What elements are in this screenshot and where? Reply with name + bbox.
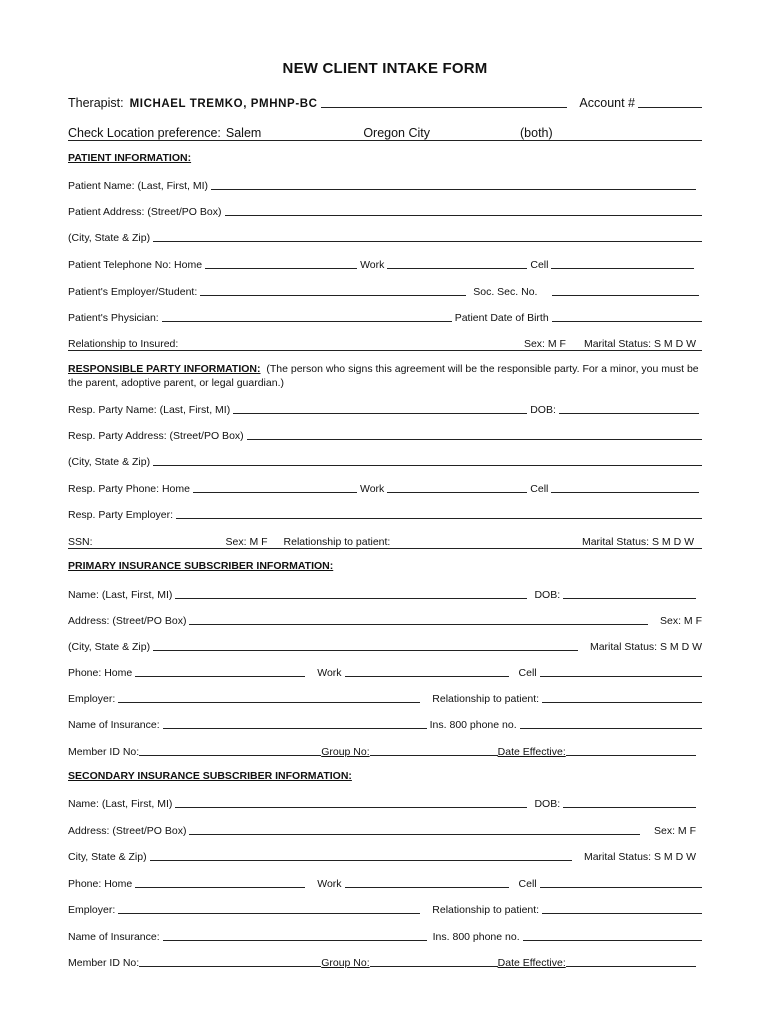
resp-phone-cell-field[interactable] <box>551 492 699 493</box>
secondary-address-field[interactable] <box>189 834 640 835</box>
secondary-ins-phone-field[interactable] <box>523 940 702 941</box>
patient-employer-field[interactable] <box>200 295 466 296</box>
patient-phone-home-field[interactable] <box>205 268 357 269</box>
resp-dob-label: DOB: <box>530 404 556 416</box>
primary-relationship-field[interactable] <box>542 702 702 703</box>
resp-marital-options[interactable]: Marital Status: S M D W <box>581 536 694 548</box>
patient-address-label: Patient Address: (Street/PO Box) <box>68 206 222 218</box>
resp-phone-work-label: Work <box>359 483 385 495</box>
patient-phone-work-field[interactable] <box>387 268 527 269</box>
location-option-salem[interactable]: Salem <box>225 126 262 140</box>
primary-city-row <box>68 639 702 653</box>
patient-address-field[interactable] <box>225 215 703 216</box>
primary-insurance-label: Name of Insurance: <box>68 719 160 731</box>
resp-name-label: Resp. Party Name: (Last, First, MI) <box>68 404 231 416</box>
primary-city-label: (City, State & Zip) <box>68 641 151 653</box>
primary-name-field[interactable] <box>175 598 527 599</box>
resp-phone-cell-label: Cell <box>530 483 549 495</box>
primary-phone-work-field[interactable] <box>345 676 509 677</box>
secondary-dob-label: DOB: <box>534 798 561 810</box>
primary-phone-home-label: Phone: Home <box>68 667 133 679</box>
secondary-phone-work-field[interactable] <box>345 887 509 888</box>
therapist-row <box>68 94 702 110</box>
primary-member-field[interactable] <box>139 755 321 756</box>
primary-ins-phone-field[interactable] <box>520 728 702 729</box>
patient-ssn-field[interactable] <box>552 295 699 296</box>
primary-member-label: Member ID No: <box>68 746 140 758</box>
primary-address-label: Address: (Street/PO Box) <box>68 615 187 627</box>
secondary-heading: SECONDARY INSURANCE SUBSCRIBER INFORMATION: <box>68 770 352 782</box>
secondary-phone-cell-field[interactable] <box>540 887 702 888</box>
patient-phone-cell-field[interactable] <box>551 268 694 269</box>
primary-relationship-label: Relationship to patient: <box>432 693 540 705</box>
patient-physician-label: Patient's Physician: <box>68 312 159 324</box>
resp-city-field[interactable] <box>153 465 702 466</box>
patient-address-row <box>68 204 702 218</box>
primary-member-row <box>68 744 702 758</box>
secondary-name-row <box>68 796 702 810</box>
secondary-effective-label: Date Effective: <box>497 957 566 969</box>
resp-name-field[interactable] <box>233 413 527 414</box>
primary-effective-field[interactable] <box>566 755 696 756</box>
account-label: Account # <box>579 96 635 110</box>
secondary-sex-options[interactable]: Sex: M F <box>653 825 696 837</box>
resp-employer-row <box>68 507 702 521</box>
patient-dob-label: Patient Date of Birth <box>454 312 549 324</box>
secondary-city-field[interactable] <box>150 860 572 861</box>
therapist-name: MICHAEL TREMKO, PMHNP-BC <box>129 98 318 110</box>
primary-name-label: Name: (Last, First, MI) <box>68 589 173 601</box>
secondary-employer-field[interactable] <box>118 913 420 914</box>
secondary-ins-phone-label: Ins. 800 phone no. <box>432 931 520 943</box>
patient-city-field[interactable] <box>153 241 702 242</box>
resp-ssn-label: SSN: <box>68 536 93 548</box>
form-title: NEW CLIENT INTAKE FORM <box>282 60 488 77</box>
secondary-address-label: Address: (Street/PO Box) <box>68 825 187 837</box>
primary-dob-field[interactable] <box>563 598 696 599</box>
location-option-both[interactable]: (both) <box>520 126 553 140</box>
resp-address-row <box>68 428 702 442</box>
secondary-insurance-label: Name of Insurance: <box>68 931 160 943</box>
secondary-employer-label: Employer: <box>68 904 116 916</box>
patient-employer-row <box>68 284 702 298</box>
secondary-relationship-field[interactable] <box>542 913 702 914</box>
patient-sex-options[interactable]: Sex: M F <box>523 338 566 350</box>
secondary-group-label: Group No: <box>321 957 370 969</box>
patient-city-label: (City, State & Zip) <box>68 232 151 244</box>
responsible-note: (The person who signs this agreement will be the responsible party. For a minor, you must be the parent, adoptive parent, or legal guardian.) <box>68 363 699 389</box>
primary-ins-phone-label: Ins. 800 phone no. <box>429 719 517 731</box>
patient-physician-field[interactable] <box>162 321 452 322</box>
primary-marital-options[interactable]: Marital Status: S M D W <box>589 641 702 653</box>
therapist-line <box>321 107 568 108</box>
resp-phone-home-field[interactable] <box>193 492 357 493</box>
patient-relationship-row <box>68 336 702 351</box>
primary-insurance-field[interactable] <box>163 728 427 729</box>
secondary-relationship-label: Relationship to patient: <box>432 904 540 916</box>
secondary-employer-row <box>68 902 702 916</box>
patient-phone-cell-label: Cell <box>530 259 549 271</box>
patient-relationship-label: Relationship to Insured: <box>68 338 179 350</box>
resp-dob-field[interactable] <box>559 413 699 414</box>
primary-heading: PRIMARY INSURANCE SUBSCRIBER INFORMATION: <box>68 560 334 572</box>
primary-city-field[interactable] <box>153 650 578 651</box>
resp-name-row <box>68 402 702 416</box>
responsible-party-note-block <box>68 362 704 390</box>
secondary-effective-field[interactable] <box>566 966 696 967</box>
primary-dob-label: DOB: <box>534 589 561 601</box>
primary-address-field[interactable] <box>189 624 648 625</box>
resp-employer-label: Resp. Party Employer: <box>68 509 174 521</box>
resp-ssn-row <box>68 534 702 549</box>
patient-name-row <box>68 178 702 192</box>
secondary-name-field[interactable] <box>175 807 527 808</box>
secondary-phone-cell-label: Cell <box>518 878 537 890</box>
resp-phone-home-label: Resp. Party Phone: Home <box>68 483 190 495</box>
resp-sex-options[interactable]: Sex: M F <box>225 536 268 548</box>
patient-name-field[interactable] <box>211 189 696 190</box>
location-label: Check Location preference: <box>68 126 221 140</box>
patient-phone-home-label: Patient Telephone No: Home <box>68 259 203 271</box>
primary-sex-options[interactable]: Sex: M F <box>659 615 702 627</box>
secondary-insurance-row <box>68 929 702 943</box>
patient-physician-row <box>68 310 702 324</box>
resp-phone-work-field[interactable] <box>387 492 527 493</box>
primary-phone-home-field[interactable] <box>135 676 305 677</box>
primary-effective-label: Date Effective: <box>497 746 566 758</box>
secondary-member-field[interactable] <box>139 966 321 967</box>
secondary-phone-row <box>68 876 702 890</box>
resp-phone-row <box>68 481 702 495</box>
resp-employer-field[interactable] <box>176 518 702 519</box>
patient-ssn-label: Soc. Sec. No. <box>473 286 538 298</box>
patient-marital-options[interactable]: Marital Status: S M D W <box>583 338 696 350</box>
primary-employer-label: Employer: <box>68 693 116 705</box>
resp-address-field[interactable] <box>247 439 702 440</box>
account-field[interactable] <box>638 107 702 108</box>
location-row <box>68 124 702 141</box>
patient-city-row <box>68 230 702 244</box>
resp-city-row <box>68 454 702 468</box>
secondary-name-label: Name: (Last, First, MI) <box>68 798 173 810</box>
secondary-phone-work-label: Work <box>317 878 342 890</box>
secondary-member-row <box>68 955 702 969</box>
secondary-phone-home-field[interactable] <box>135 887 305 888</box>
secondary-group-field[interactable] <box>370 966 498 967</box>
secondary-dob-field[interactable] <box>563 807 696 808</box>
primary-group-field[interactable] <box>370 755 498 756</box>
primary-phone-cell-field[interactable] <box>540 676 702 677</box>
primary-employer-field[interactable] <box>118 702 420 703</box>
patient-name-label: Patient Name: (Last, First, MI) <box>68 180 209 192</box>
secondary-phone-home-label: Phone: Home <box>68 878 133 890</box>
secondary-address-row <box>68 823 702 837</box>
secondary-marital-options[interactable]: Marital Status: S M D W <box>583 851 696 863</box>
patient-employer-label: Patient's Employer/Student: <box>68 286 198 298</box>
secondary-member-label: Member ID No: <box>68 957 140 969</box>
patient-dob-field[interactable] <box>552 321 702 322</box>
secondary-city-label: City, State & Zip) <box>68 851 147 863</box>
primary-phone-work-label: Work <box>317 667 342 679</box>
primary-insurance-row <box>68 717 702 731</box>
patient-heading: PATIENT INFORMATION: <box>68 152 192 164</box>
location-option-oregon-city[interactable]: Oregon City <box>363 126 431 140</box>
resp-relationship-label: Relationship to patient: <box>283 536 391 548</box>
resp-city-label: (City, State & Zip) <box>68 456 151 468</box>
primary-name-row <box>68 587 702 601</box>
resp-address-label: Resp. Party Address: (Street/PO Box) <box>68 430 244 442</box>
patient-phone-work-label: Work <box>360 259 385 271</box>
secondary-insurance-field[interactable] <box>163 940 427 941</box>
secondary-city-row <box>68 849 702 863</box>
primary-employer-row <box>68 691 702 705</box>
primary-phone-row <box>68 665 702 679</box>
primary-group-label: Group No: <box>321 746 370 758</box>
primary-address-row <box>68 613 702 627</box>
primary-phone-cell-label: Cell <box>518 667 537 679</box>
responsible-heading: RESPONSIBLE PARTY INFORMATION: <box>68 363 261 375</box>
patient-phone-row <box>68 257 702 271</box>
therapist-label: Therapist: <box>68 96 124 110</box>
